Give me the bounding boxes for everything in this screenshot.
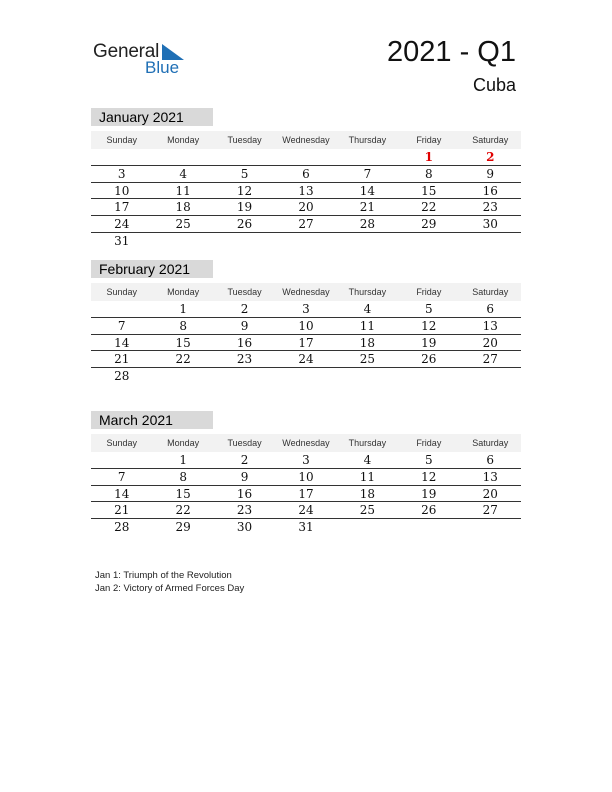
page-title: 2021 - Q1 [387, 36, 516, 68]
weekday-label: Tuesday [227, 287, 262, 297]
day-cell: 24 [298, 352, 314, 367]
day-cell: 17 [298, 335, 314, 350]
week-row [91, 351, 521, 368]
day-cell: 31 [114, 233, 130, 248]
day-cell: 8 [179, 469, 187, 484]
day-cell [91, 149, 152, 165]
day-cell: 22 [175, 503, 191, 518]
day-cell: 19 [421, 335, 437, 350]
day-cell: 10 [114, 183, 130, 198]
day-cell: 12 [236, 183, 253, 198]
day-cell: 10 [298, 318, 314, 333]
day-cell: 23 [236, 503, 253, 518]
day-cell: 7 [363, 166, 372, 181]
week-row [91, 183, 521, 200]
day-cell [337, 149, 398, 165]
day-cell: 13 [298, 183, 314, 198]
month-calendar-march [91, 411, 521, 536]
day-cell: 14 [114, 335, 130, 350]
day-cell: 24 [298, 503, 314, 518]
day-cell: 25 [175, 217, 191, 232]
brand-logo [93, 40, 203, 80]
day-cell: 25 [359, 503, 376, 518]
day-cell: 9 [240, 469, 249, 484]
day-cell: 7 [117, 318, 126, 333]
day-cell [460, 233, 521, 250]
weekday-label: Monday [167, 287, 200, 297]
day-cell: 26 [421, 503, 437, 518]
day-cell: 26 [236, 217, 253, 232]
day-cell: 27 [482, 352, 498, 367]
day-cell: 28 [359, 217, 376, 232]
day-cell [398, 368, 459, 385]
weekday-label: Monday [167, 438, 200, 448]
week-row [91, 368, 521, 385]
month-calendar-february [91, 260, 521, 385]
day-cell: 30 [236, 520, 253, 535]
weekday-header-row [91, 434, 521, 452]
day-cell: 15 [175, 335, 191, 350]
day-cell: 20 [298, 200, 314, 215]
day-cell: 6 [486, 453, 495, 467]
day-cell: 1 [424, 150, 433, 164]
day-cell: 11 [359, 318, 376, 333]
day-cell: 22 [175, 352, 191, 367]
day-cell: 8 [425, 166, 433, 181]
day-cell: 29 [175, 520, 191, 535]
day-cell [152, 233, 213, 250]
day-cell: 18 [175, 200, 191, 215]
day-cell: 16 [236, 486, 253, 501]
weekday-label: Thursday [348, 287, 387, 297]
brand-blue-text: Blue [145, 58, 180, 77]
week-row [91, 149, 521, 166]
day-cell: 17 [114, 200, 130, 215]
week-row [91, 502, 521, 519]
day-cell [152, 149, 213, 165]
day-cell: 6 [302, 166, 310, 181]
week-row [91, 318, 521, 335]
day-cell: 17 [298, 486, 314, 501]
weekday-label: Saturday [472, 135, 509, 145]
day-cell: 28 [114, 369, 130, 384]
day-cell: 9 [486, 166, 495, 181]
day-cell [214, 233, 275, 250]
day-cell: 14 [359, 183, 376, 198]
day-cell: 20 [482, 335, 498, 350]
holiday-note: Jan 1: Triumph of the Revolution [95, 570, 232, 581]
weekday-label: Sunday [106, 135, 137, 145]
weekday-label: Friday [416, 287, 442, 297]
day-cell: 8 [179, 318, 187, 333]
day-cell [214, 149, 275, 165]
month-title: January 2021 [91, 108, 213, 126]
weekday-label: Monday [167, 135, 200, 145]
weekday-header-row [91, 131, 521, 149]
day-cell: 21 [114, 352, 130, 367]
day-cell: 11 [175, 183, 191, 198]
day-cell: 15 [421, 183, 437, 198]
day-cell: 5 [425, 453, 433, 467]
day-cell: 16 [236, 335, 253, 350]
weekday-label: Tuesday [227, 135, 262, 145]
day-cell [91, 452, 152, 468]
day-cell: 23 [482, 200, 498, 215]
day-cell: 21 [359, 200, 376, 215]
day-cell: 15 [175, 486, 191, 501]
day-cell [460, 519, 521, 536]
day-cell [398, 233, 459, 250]
day-cell: 19 [236, 200, 253, 215]
day-cell: 30 [482, 217, 498, 232]
day-cell: 21 [114, 503, 130, 518]
day-cell [337, 519, 398, 536]
day-cell: 2 [240, 302, 249, 316]
day-cell: 14 [114, 486, 130, 501]
day-cell: 23 [236, 352, 253, 367]
day-cell: 20 [482, 486, 498, 501]
day-cell [91, 301, 152, 317]
day-cell: 18 [359, 486, 376, 501]
week-row [91, 166, 521, 183]
week-row [91, 452, 521, 469]
day-cell: 2 [486, 150, 495, 164]
week-row [91, 335, 521, 352]
weekday-label: Friday [416, 438, 442, 448]
month-title: February 2021 [91, 260, 213, 278]
weekday-label: Tuesday [227, 438, 262, 448]
day-cell: 11 [359, 469, 376, 484]
day-cell: 4 [179, 166, 187, 181]
day-cell: 31 [298, 520, 314, 535]
day-cell: 3 [117, 166, 126, 181]
day-cell: 5 [240, 166, 249, 181]
day-cell [337, 233, 398, 250]
day-cell: 12 [421, 469, 437, 484]
weekday-label: Thursday [348, 135, 387, 145]
day-cell [275, 233, 336, 250]
day-cell: 4 [363, 302, 372, 316]
day-cell: 9 [240, 318, 249, 333]
day-cell: 4 [363, 453, 372, 467]
day-cell: 1 [179, 453, 187, 467]
day-cell: 26 [421, 352, 437, 367]
weekday-label: Sunday [106, 438, 137, 448]
day-cell: 13 [482, 318, 498, 333]
day-cell: 12 [421, 318, 437, 333]
day-cell: 18 [359, 335, 376, 350]
holiday-notes [95, 569, 244, 595]
day-cell: 6 [486, 302, 495, 316]
day-cell [337, 368, 398, 385]
weekday-label: Saturday [472, 287, 509, 297]
country-name: Cuba [472, 75, 516, 95]
day-cell: 29 [421, 217, 437, 232]
day-cell [275, 149, 336, 165]
day-cell: 28 [114, 520, 130, 535]
weekday-label: Wednesday [282, 135, 330, 145]
weekday-label: Thursday [348, 438, 387, 448]
week-row [91, 486, 521, 503]
day-cell: 5 [425, 302, 433, 316]
day-cell: 13 [482, 469, 498, 484]
day-cell: 16 [482, 183, 498, 198]
week-row [91, 216, 521, 233]
week-row [91, 233, 521, 250]
day-cell [275, 368, 336, 385]
day-cell: 1 [179, 302, 187, 316]
day-cell [398, 519, 459, 536]
day-cell: 24 [114, 217, 130, 232]
day-cell: 22 [421, 200, 437, 215]
day-cell: 27 [298, 217, 314, 232]
week-row [91, 519, 521, 536]
holiday-note: Jan 2: Victory of Armed Forces Day [95, 583, 245, 594]
week-row [91, 469, 521, 486]
weekday-label: Wednesday [282, 438, 330, 448]
week-row [91, 199, 521, 216]
weekday-label: Wednesday [282, 287, 330, 297]
day-cell: 3 [302, 302, 310, 316]
weekday-label: Saturday [472, 438, 509, 448]
brand-general-text: General [93, 41, 160, 62]
week-row [91, 301, 521, 318]
day-cell: 7 [117, 469, 126, 484]
day-cell [460, 368, 521, 385]
weekday-label: Sunday [106, 287, 137, 297]
day-cell [152, 368, 213, 385]
day-cell: 10 [298, 469, 314, 484]
weekday-header-row [91, 283, 521, 301]
day-cell: 25 [359, 352, 376, 367]
month-title: March 2021 [91, 411, 213, 429]
day-cell: 19 [421, 486, 437, 501]
day-cell: 27 [482, 503, 498, 518]
month-calendar-january [91, 108, 521, 250]
weekday-label: Friday [416, 135, 442, 145]
day-cell: 3 [302, 453, 310, 467]
day-cell: 2 [240, 453, 249, 467]
day-cell [214, 368, 275, 385]
